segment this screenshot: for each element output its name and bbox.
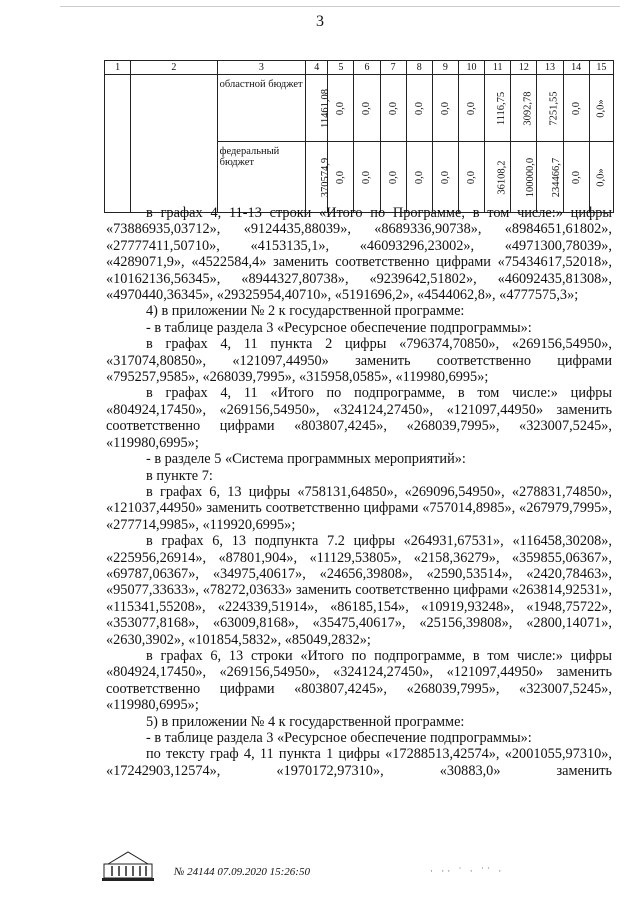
row-label: федеральный бюджет	[217, 142, 306, 213]
table-cell	[306, 75, 332, 142]
table-cell	[354, 142, 380, 213]
cell-value: 0,0	[466, 101, 478, 116]
cell-value: 370574,9	[320, 157, 332, 198]
table-cell	[589, 142, 613, 213]
scan-noise: · ·· ˙ · ˙˙ ·	[430, 866, 505, 876]
table-cell	[406, 142, 432, 213]
column-header: 1	[105, 61, 131, 75]
cell-value: 100000,0	[525, 157, 537, 198]
cell-value: 234466,7	[551, 157, 563, 198]
column-header: 6	[354, 61, 380, 75]
cell-value: 0,0	[570, 101, 582, 116]
column-header: 12	[511, 61, 537, 75]
cell-value: 3092,78	[522, 91, 534, 126]
column-header: 5	[328, 61, 354, 75]
cell-value: 0,0	[361, 170, 373, 185]
column-header: 4	[306, 61, 328, 75]
table-cell	[458, 142, 484, 213]
building-seal-icon	[102, 844, 154, 882]
cell-value: 0,0	[387, 170, 399, 185]
table-cell	[537, 75, 563, 142]
cell-value: 0,0	[335, 170, 347, 185]
cell-value: 7251,55	[548, 91, 560, 126]
table-cell	[537, 142, 563, 213]
page-number: 3	[316, 13, 324, 30]
cell-value: 0,0	[413, 170, 425, 185]
paragraph: 5) в приложении № 4 к государственной программе:	[146, 713, 465, 730]
column-header: 9	[432, 61, 458, 75]
column-header: 15	[589, 61, 613, 75]
table-cell	[354, 75, 380, 142]
body-text	[106, 205, 612, 779]
cell-value: 11461,08	[320, 89, 332, 128]
paragraph: в графах 6, 13 строки «Итого по подпрограмме, в том числе:» цифры «804924,17450», «269156,54950», «324124,27450», «121097,44950» заменить соответственно цифрами «803807,4245», «268039,7995», «323007,5245», «119980,6995»;	[106, 647, 612, 714]
paragraph: в графах 6, 13 цифры «758131,64850», «269096,54950», «278831,74850», «121037,44950» заменить соответственно цифрами «757014,8985», «267979,7995», «277714,9985», «119920,6995»;	[106, 483, 612, 533]
table-cell	[563, 142, 589, 213]
paragraph: - в таблице раздела 3 «Ресурсное обеспечение подпрограммы»:	[146, 730, 532, 746]
paragraph: в графах 6, 13 подпункта 7.2 цифры «264931,67531», «116458,30208», «225956,26914», «87801,904», «11129,53805», «2158,36279», «359855,06367», «69787,06367», «34975,40617», «24656,39808», «2590,53514», «2420,78463», «95077,33633», «78272,03633» заменить соответственно цифрами «263814,92531», «115341,55208», «224339,51914», «86185,154», «10919,93248», «1948,75722», «353077,8168», «63009,8168», «35475,40617», «25156,39808», «2800,14071», «2630,3902», «101854,5832», «85049,2832»;	[106, 533, 612, 648]
paragraph: по тексту граф 4, 11 пункта 1 цифры «17288513,42574», «2001055,97310», «17242903,12574», «1970172,97310», «30883,0» заменить	[106, 746, 612, 779]
column-header: 10	[458, 61, 484, 75]
cell-value: 0,0	[466, 170, 478, 185]
table-cell	[406, 75, 432, 142]
table-cell	[563, 75, 589, 142]
table-cell	[328, 75, 354, 142]
table-cell-empty	[131, 75, 218, 213]
cell-value: 0,0	[439, 101, 451, 116]
cell-value: 36108,2	[496, 160, 508, 195]
table-cell	[458, 75, 484, 142]
paragraph: - в таблице раздела 3 «Ресурсное обеспечение подпрограммы»:	[146, 319, 532, 336]
cell-value: 0,0»	[595, 168, 607, 187]
table-cell	[485, 75, 511, 142]
paragraph: в графах 4, 11 «Итого по подпрограмме, в том числе:» цифры «804924,17450», «269156,54950», «324124,27450», «121097,44950» заменить соответственно цифрами «803807,4245», «268039,7995», «323007,5245», «119980,6995»;	[106, 385, 612, 451]
paragraph: 4) в приложении № 2 к государственной программе:	[146, 303, 465, 320]
paragraph: в пункте 7:	[146, 467, 213, 484]
table-cell	[589, 75, 613, 142]
column-header: 14	[563, 61, 589, 75]
table-header-row	[105, 61, 614, 75]
table-cell-empty	[105, 75, 131, 213]
table-cell	[432, 142, 458, 213]
column-header: 11	[485, 61, 511, 75]
table-cell	[511, 142, 537, 213]
cell-value: 0,0	[335, 101, 347, 116]
row-label: областной бюджет	[217, 75, 306, 142]
cell-value: 0,0	[413, 101, 425, 116]
table-cell	[380, 142, 406, 213]
table-cell	[380, 75, 406, 142]
table-cell	[432, 75, 458, 142]
column-header: 3	[217, 61, 306, 75]
paragraph: в графах 4, 11-13 строки «Итого по Программе, в том числе:» цифры «73886935,03712», «9124435,88039», «8689336,90738», «8984651,61802», «27777411,50710», «4153135,1», «46093296,23002», «4971300,78039», «4289071,9», «4522584,4» заменить соответственно цифрами «75434617,52018», «10162136,56345», «8944327,80738», «9239642,51802», «46092435,81308», «4970440,36345», «29325954,40710», «5191696,2», «4544062,8», «4777575,3»;	[106, 205, 612, 304]
table-cell	[485, 142, 511, 213]
table-cell	[306, 142, 332, 213]
table-cell	[511, 75, 537, 142]
column-header: 8	[406, 61, 432, 75]
column-header: 2	[131, 61, 218, 75]
table-cell	[328, 142, 354, 213]
column-header: 13	[537, 61, 563, 75]
cell-value: 0,0	[387, 101, 399, 116]
column-header: 7	[380, 61, 406, 75]
table-row	[105, 75, 614, 142]
cell-value: 1116,75	[496, 91, 508, 126]
cell-value: 0,0	[570, 170, 582, 185]
paragraph: - в разделе 5 «Система программных мероприятий»:	[146, 451, 466, 468]
registration-stamp: № 24144 07.09.2020 15:26:50	[174, 866, 310, 878]
cell-value: 0,0»	[595, 99, 607, 118]
cell-value: 0,0	[361, 101, 373, 116]
document-footer	[80, 840, 620, 890]
paragraph: в графах 4, 11 пункта 2 цифры «796374,70850», «269156,54950», «317074,80850», «121097,44950» заменить соответственно цифрами «795257,9585», «268039,7995», «315958,0585», «119980,6995»;	[106, 336, 612, 386]
budget-table	[104, 60, 614, 213]
cell-value: 0,0	[439, 170, 451, 185]
scan-edge-line	[60, 6, 620, 7]
